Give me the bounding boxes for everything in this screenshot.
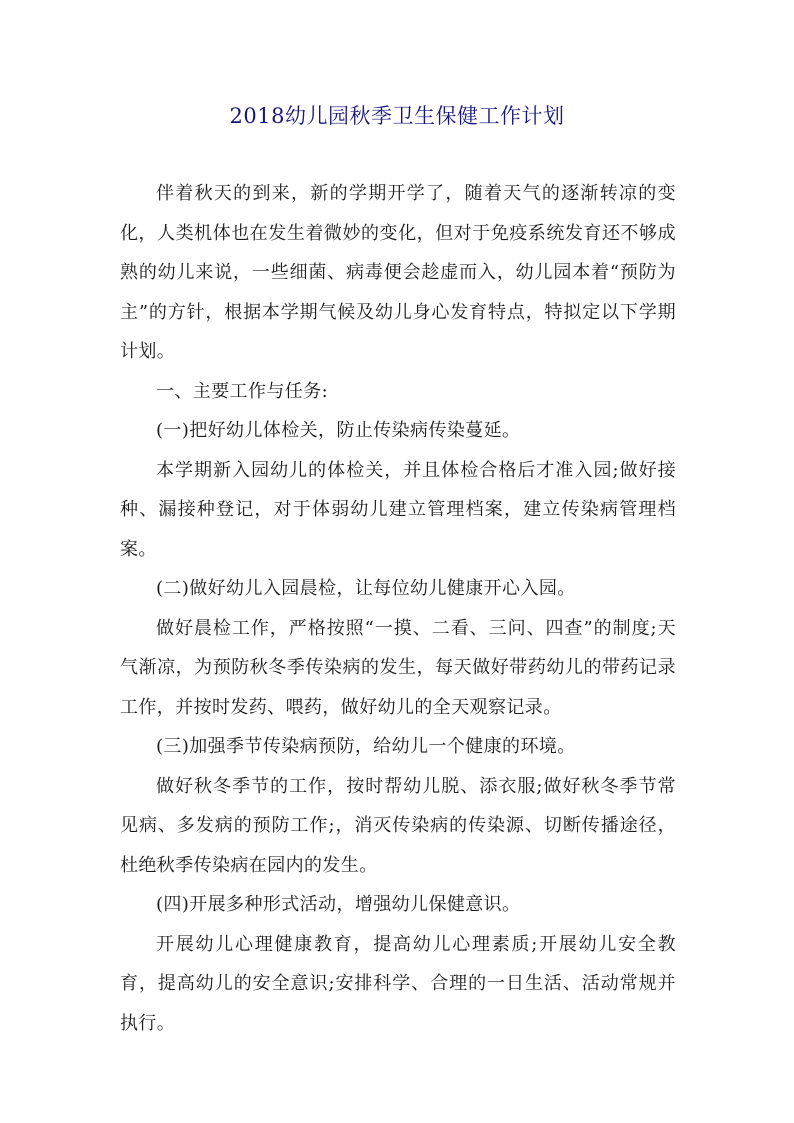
paragraph-morning-check: 做好晨检工作，严格按照“一摸、二看、三问、四查”的制度;天气渐凉，为预防秋冬季传染病的发生，每天做好带药幼儿的带药记录工作，并按时发药、喂药，做好幼儿的全天观察记录。 [120, 617, 676, 718]
subsection-heading-4: (四)开展多种形式活动，增强幼儿保健意识。 [156, 894, 521, 915]
subsection-heading-2: (二)做好幼儿入园晨检，让每位幼儿健康开心入园。 [156, 578, 576, 599]
subsection-heading-3: (三)加强季节传染病预防，给幼儿一个健康的环境。 [156, 736, 576, 757]
document-body [120, 174, 676, 1043]
paragraph-activities: 开展幼儿心理健康教育，提高幼儿心理素质;开展幼儿安全教育，提高幼儿的安全意识;安排科学、合理的一日生活、活动常规并执行。 [120, 933, 676, 1034]
paragraph-health-check: 本学期新入园幼儿的体检关，并且体检合格后才准入园;做好接种、漏接种登记，对于体弱幼儿建立管理档案，建立传染病管理档案。 [120, 459, 676, 560]
paragraph-seasonal-prevention: 做好秋冬季节的工作，按时帮幼儿脱、添衣服;做好秋冬季节常见病、多发病的预防工作;，消灭传染病的传染源、切断传播途径，杜绝秋季传染病在园内的发生。 [120, 775, 676, 876]
paragraph-intro: 伴着秋天的到来，新的学期开学了，随着天气的逐渐转凉的变化，人类机体也在发生着微妙的变化，但对于免疫系统发育还不够成熟的幼儿来说，一些细菌、病毒便会趁虚而入，幼儿园本着“预防为主”的方针，根据本学期气候及幼儿身心发育特点，特拟定以下学期计划。 [120, 183, 676, 362]
document-title: 2018幼儿园秋季卫生保健工作计划 [229, 104, 565, 128]
subsection-heading-1: (一)把好幼儿体检关，防止传染病传染蔓延。 [156, 420, 521, 441]
section-heading-main-tasks: 一、主要工作与任务: [156, 380, 329, 402]
